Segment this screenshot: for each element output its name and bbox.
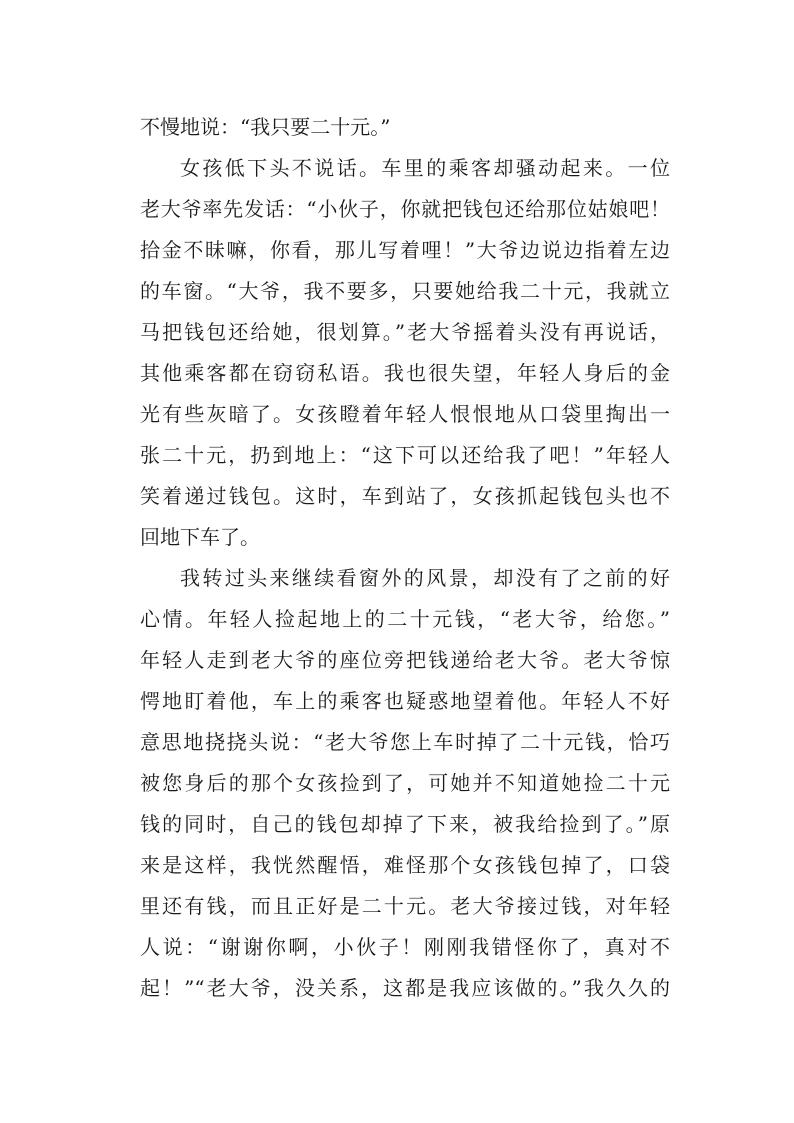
text-line: 钱的同时，自己的钱包却掉了下来，被我给捡到了。”原: [140, 812, 670, 836]
text-line: 被您身后的那个女孩捡到了，可她并不知道她捡二十元: [140, 771, 670, 795]
text-line: 人说：“谢谢你啊，小伙子！刚刚我错怪你了，真对不: [140, 935, 670, 959]
text-line: 心情。年轻人捡起地上的二十元钱，“老大爷，给您。”: [140, 607, 670, 631]
text-line: 里还有钱，而且正好是二十元。老大爷接过钱，对年轻: [140, 894, 670, 918]
text-line: 意思地挠挠头说：“老大爷您上车时掉了二十元钱，恰巧: [140, 730, 670, 754]
text-line: 拾金不昧嘛，你看，那儿写着哩！”大爷边说边指着左边: [140, 238, 670, 262]
text-line: 愕地盯着他，车上的乘客也疑惑地望着他。年轻人不好: [140, 689, 670, 713]
text-line: 不慢地说：“我只要二十元。”: [140, 115, 391, 139]
text-line: 来是这样，我恍然醒悟，难怪那个女孩钱包掉了，口袋: [140, 853, 670, 877]
text-line: 马把钱包还给她，很划算。”老大爷摇着头没有再说话，: [140, 320, 670, 344]
text-line: 我转过头来继续看窗外的风景，却没有了之前的好: [180, 566, 670, 590]
text-line: 笑着递过钱包。这时，车到站了，女孩抓起钱包头也不: [140, 484, 670, 508]
text-line: 其他乘客都在窃窃私语。我也很失望，年轻人身后的金: [140, 361, 670, 385]
text-line: 的车窗。“大爷，我不要多，只要她给我二十元，我就立: [140, 279, 670, 303]
text-line: 张二十元，扔到地上：“这下可以还给我了吧！”年轻人: [140, 443, 670, 467]
story-text-block: [140, 107, 670, 1009]
text-line: 老大爷率先发话：“小伙子，你就把钱包还给那位姑娘吧！: [140, 197, 670, 221]
text-line: 回地下车了。: [140, 525, 260, 549]
text-line: 起！”“老大爷，没关系，这都是我应该做的。”我久久的: [140, 976, 670, 1000]
text-line: 女孩低下头不说话。车里的乘客却骚动起来。一位: [180, 156, 670, 180]
text-line: 光有些灰暗了。女孩瞪着年轻人恨恨地从口袋里掏出一: [140, 402, 670, 426]
text-line: 年轻人走到老大爷的座位旁把钱递给老大爷。老大爷惊: [140, 648, 670, 672]
